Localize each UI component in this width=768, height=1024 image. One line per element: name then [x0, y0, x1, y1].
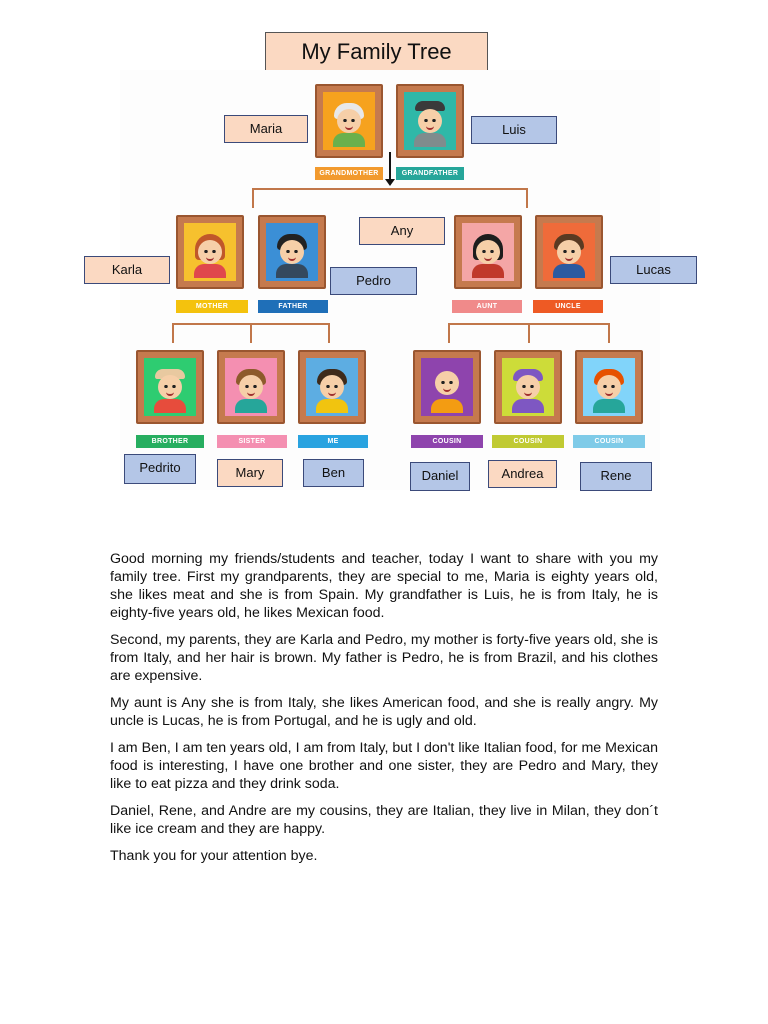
uncle-portrait: [535, 215, 603, 289]
me-role-label: ME: [298, 435, 368, 448]
mother-role-label: MOTHER: [176, 300, 248, 313]
story-text: [110, 550, 658, 874]
name-label-pedro: Pedro: [330, 267, 417, 295]
aunt-role-label: AUNT: [452, 300, 522, 313]
connector-line: [448, 323, 450, 343]
name-label-maria: Maria: [224, 115, 308, 143]
grandfather-portrait: [396, 84, 464, 158]
sister-role-label: SISTER: [217, 435, 287, 448]
connector-line: [608, 323, 610, 343]
cousin-role-label-1: COUSIN: [411, 435, 483, 448]
story-paragraph: Second, my parents, they are Karla and Pedro, my mother is forty-five years old, she is from Italy, and her hair is brown. My father is Pedro, he is from Brazil, and his clothes are expensive.: [110, 632, 658, 684]
grandmother-portrait: [315, 84, 383, 158]
cousin-portrait-2: [494, 350, 562, 424]
me-portrait: [298, 350, 366, 424]
brother-role-label: BROTHER: [136, 435, 204, 448]
connector-line: [328, 323, 330, 343]
brother-portrait: [136, 350, 204, 424]
story-paragraph: I am Ben, I am ten years old, I am from Italy, but I don't like Italian food, for me Mexican food is interesting, I have one brother and one sister, they are Pedro and Mary, they like to eat pizza and they drink soda.: [110, 740, 658, 792]
name-label-daniel: Daniel: [410, 462, 470, 491]
page-title: My Family Tree: [265, 32, 488, 72]
connector-line: [172, 323, 174, 343]
grandmother-role-label: GRANDMOTHER: [315, 167, 383, 180]
story-paragraph: Daniel, Rene, and Andre are my cousins, they are Italian, they live in Milan, they don´t like ice cream and they are happy.: [110, 803, 658, 837]
name-label-lucas: Lucas: [610, 256, 697, 284]
cousin-role-label-3: COUSIN: [573, 435, 645, 448]
sister-portrait: [217, 350, 285, 424]
name-label-andrea: Andrea: [488, 460, 557, 488]
name-label-any: Any: [359, 217, 445, 245]
story-paragraph: Thank you for your attention bye.: [110, 848, 318, 864]
mother-portrait: [176, 215, 244, 289]
connector-line: [252, 188, 528, 190]
connector-line: [526, 188, 528, 208]
grandfather-role-label: GRANDFATHER: [396, 167, 464, 180]
cousin-role-label-2: COUSIN: [492, 435, 564, 448]
father-portrait: [258, 215, 326, 289]
name-label-rene: Rene: [580, 462, 652, 491]
story-paragraph: Good morning my friends/students and teacher, today I want to share with you my family tree. First my grandparents, they are special to me, Maria is eighty years old, she likes meat and she is from Spain. My grandfather is Luis, he is from Italy, he is eighty-five years old, he likes Mexican food.: [110, 551, 658, 621]
father-role-label: FATHER: [258, 300, 328, 313]
cousin-portrait-3: [575, 350, 643, 424]
story-paragraph: My aunt is Any she is from Italy, she likes American food, and she is really angry. My uncle is Lucas, he is from Portugal, and he is ugly and old.: [110, 695, 658, 729]
name-label-karla: Karla: [84, 256, 170, 284]
connector-line: [528, 323, 530, 343]
down-arrow-icon: [389, 152, 391, 182]
uncle-role-label: UNCLE: [533, 300, 603, 313]
name-label-mary: Mary: [217, 459, 283, 487]
connector-line: [252, 188, 254, 208]
name-label-ben: Ben: [303, 459, 364, 487]
connector-line: [250, 323, 252, 343]
aunt-portrait: [454, 215, 522, 289]
name-label-luis: Luis: [471, 116, 557, 144]
name-label-pedrito: Pedrito: [124, 454, 196, 484]
cousin-portrait-1: [413, 350, 481, 424]
